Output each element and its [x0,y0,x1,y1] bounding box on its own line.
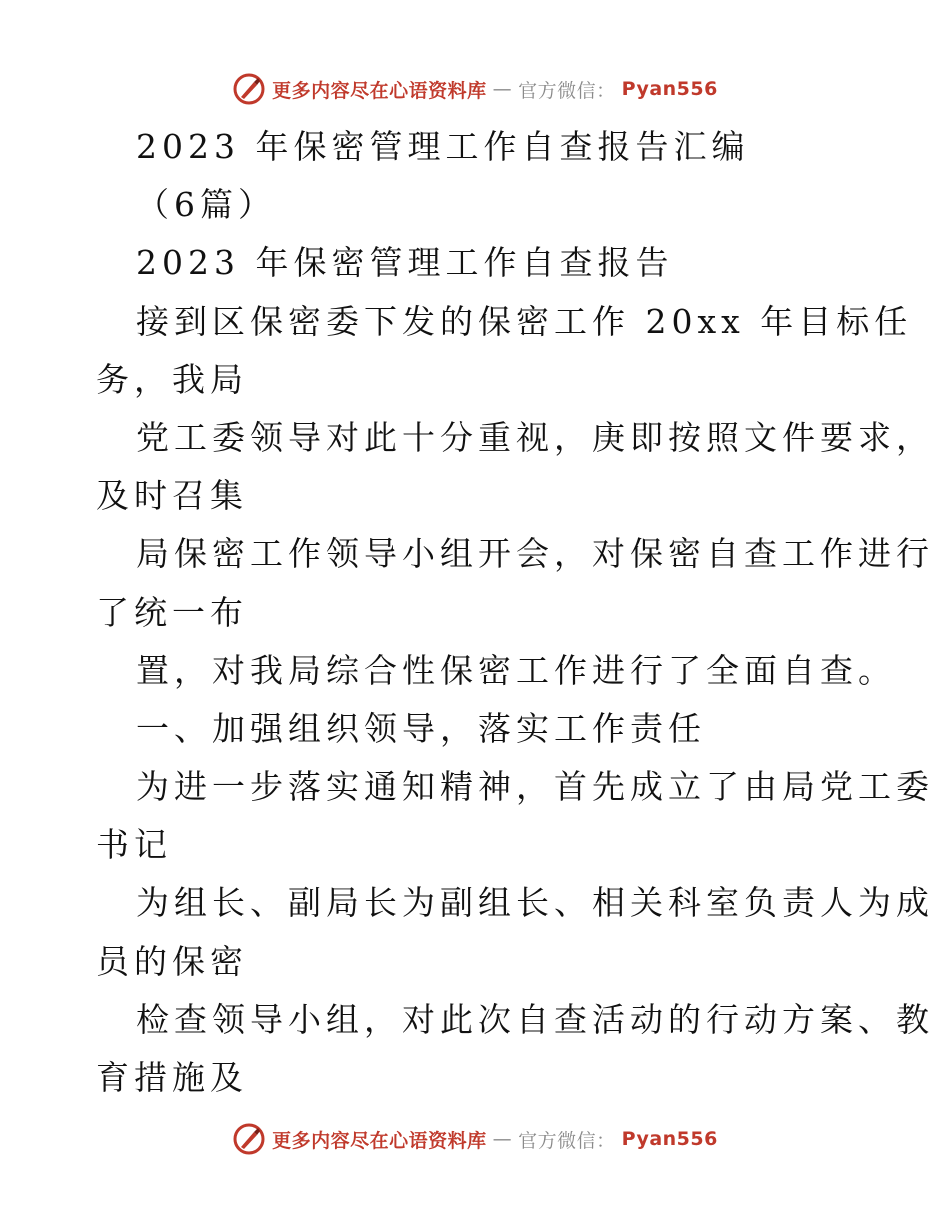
text-line: 为进一步落实通知精神，首先成立了由局党工委 [136,767,934,807]
watermark-account: Pyan556 [621,78,718,100]
text-line: 务，我局 [96,359,248,399]
text-line: 2023 年保密管理工作自查报告汇编 [136,127,750,166]
text-line: 育措施及 [96,1058,248,1097]
text-line: 检查领导小组，对此次自查活动的行动方案、教 [136,999,934,1039]
watermark-secondary-text: 官方微信： [518,1129,616,1152]
text-line: 及时召集 [96,476,248,516]
watermark-secondary-text: 官方微信： [518,79,616,102]
text-line: 置，对我局综合性保密工作进行了全面自查。 [136,650,896,690]
text-line: 员的保密 [96,941,248,981]
watermark-main-text: 更多内容尽在心语资料库 [272,1129,487,1152]
footer-watermark [0,1122,950,1156]
text-line: 接到区保密委下发的保密工作 20xx 年目标任 [136,301,913,341]
text-line: （6篇） [136,185,276,225]
text-line: 了统一布 [96,592,248,632]
header-watermark [0,72,950,106]
watermark-dash: — [492,1128,513,1150]
text-line: 为组长、副局长为副组长、相关科室负责人为成 [136,883,934,923]
watermark-account: Pyan556 [621,1128,718,1150]
text-line: 党工委领导对此十分重视，庚即按照文件要求， [136,417,934,457]
pen-circle-logo-icon [232,1122,266,1156]
text-line: 书记 [96,825,172,865]
text-line: 局保密工作领导小组开会，对保密自查工作进行 [136,534,934,574]
text-line: 2023 年保密管理工作自查报告 [136,243,674,283]
pen-circle-logo-icon [232,72,266,106]
watermark-dash: — [492,78,513,100]
text-line: 一、加强组织领导，落实工作责任 [136,708,706,748]
document-body [96,118,934,1107]
watermark-main-text: 更多内容尽在心语资料库 [272,79,487,102]
